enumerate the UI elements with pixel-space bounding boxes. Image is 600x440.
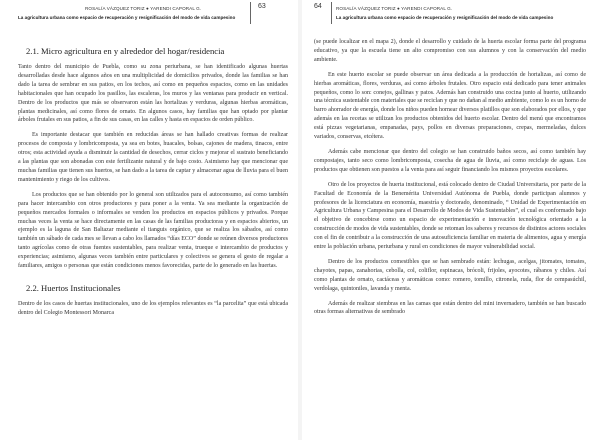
left-page <box>0 0 298 440</box>
page-number: 64 <box>314 3 322 10</box>
body-paragraph: Es importante destacar que también en reducidas áreas se han hallado creativas formas de realizar procesos de composta y lombricomposta, ya sea en botes, huacales, bolsas, cajones de madera, tinacos, entre otros; esta actividad ayuda a disminuir la cantidad de desechos, cerrar ciclos y mejorar el sustrato beneficiando a las plantas que son abonadas con este fertilizante natural y de bajo costo. Asimismo hay que mencionar que muchas familias que tienen sus huertos, se han dado a la tarea de captar y almacenar agua de lluvia para el buen mantenimiento y riego de los cultivos. <box>18 132 288 183</box>
page-header <box>314 0 586 38</box>
running-authors: ROSALÍA VÁZQUEZ TORIZ ● YARENDI CAPORAL G. <box>85 6 202 11</box>
page-header <box>18 0 288 38</box>
running-subtitle: La agricultura urbana como espacio de recuperación y resignificación del modo de vida campesino <box>18 15 236 20</box>
header-rule <box>331 2 332 24</box>
header-rule <box>250 2 251 24</box>
running-authors: ROSALÍA VÁZQUEZ TORIZ ● YARENDI CAPORAL G. <box>336 6 453 11</box>
body-paragraph: Tanto dentro del municipio de Puebla, como su zona periurbana, se han identificado algunas huertas desarrolladas desde hace algunos años en una multiplicidad de domicilios privados, donde las familias se han dado la tarea de sembrar en sus patios, en los techos, así como en pequeños espacios, como en las unidades habitacionales que han ocupado los pasillos, las escaleras, los muros y las ventanas para producir en vertical. Dentro de los productos que más se observaron están las hortalizas y verduras, algunas hierbas aromáticas, plantas medicinales, así como flores de ornato. En algunos casos, hay familias que han optado por plantar árboles frutales en sus patios, a fin de sus casas, en las calles y hasta en espacios de orden público. <box>18 64 288 124</box>
section-heading: 2.2. Huertos Institucionales <box>26 282 121 293</box>
body-paragraph: Los productos que se han obtenido por lo general son utilizados para el autoconsumo, así como también para hacer intercambio con otros productores y para poner a la venta. Ya sea mediante la organización de pequeños mercados formales o informales se venden los productos en espacios públicos y privados. Porque muchas veces la venta se hace directamente en las casas de las familias productoras y en espacios abiertos, un ejemplo es la laguna de San Baltazar mediante el tianguis orgánico, que se realiza los sábados, así como también un sábado de cada mes se llevan a cabo los llamados “días ECO” donde se reúnen diversos productores tanto agrícolas como de otras fuentes sustentables, para realizar venta, trueque e intercambio de productos y experiencias; asimismo, algunas veces también entre particulares y colectivos se genera el gesto de regalar a familiares, amigos o personas que están condiciones menos favorecidas, parte de lo generado en las huertas. <box>18 191 288 270</box>
body-paragraph: En este huerto escolar se puede observar un área dedicada a la producción de hortalizas, así como de hierbas aromáticas, flores, verduras, así como árboles frutales. Otro espacio está dedicado para tener animales pequeños, como lo son: conejos, gallinas y patos. Además han construido una cocina junto al huerto, utilizando una técnica sustentable con materiales que se reciclan y que no dañan al medio ambiente, como lo es un horno de barro ahorrador de energía, donde los niños pueden hornear diversos platillos que son elaborados por ellos, y que además en las recetas se utilizan los productos obtenidos del huerto escolar. Dentro del menú que encontramos está pizzas vegetarianas, empanadas, pays, pollos en diversas preparaciones, crepas, mermeladas, dulces variados, conservas, etcétera. <box>314 71 586 141</box>
page-number: 63 <box>258 3 266 10</box>
running-subtitle: La agricultura urbana como espacio de recuperación y resignificación del modo de vida campesino <box>336 15 554 20</box>
body-paragraph: Además de realizar siembras en las camas que están dentro del mini invernadero, también se han buscado otras formas alternativas de sembrado <box>314 300 586 316</box>
body-paragraph: Dentro de los casos de huertas institucionales, uno de los ejemplos relevantes es “la parcelita” que está ubicada dentro del Colegio Montessori Monarca <box>18 300 288 316</box>
body-paragraph: Dentro de los productos comestibles que se han sembrado están: lechugas, acelgas, jitomates, tomates, chayotes, papas, zanahorias, cebolla, col, coliflor, espinacas, brócoli, frijoles, ayocotes, rábanos y chiles. Así como plantas de ornato, cactáceas y aromáticas como: romero, tomillo, citronela, ruda, flor de cempasúchil, verdolaga, quintoniles, lavanda y menta. <box>314 258 586 292</box>
body-paragraph: Otro de los proyectos de huerta institucional, está colocado dentro de Ciudad Universitaria, por parte de la Facultad de Economía de la Benemérita Universidad Autónoma de Puebla, donde participan alumnos y profesores de la licenciatura en economía, maestría y doctorado, denominado, “ Unidad de Experimentación en Agricultura Urbana y Campesina para el Desarrollo de Modos de Vida Sustentables”, el cual es conformado bajo el objetivo de concebirse como un espacio de experimentación e innovación tecnológica orientado a la construcción de modos de vida sustentables, donde se retoman los saberes y recursos de distintos actores sociales con el fin de contribuir a la construcción de una autosuficiencia familiar en materia de alimentos, agua y energía entre la población urbana, periurbana y rural en condiciones de mayor vulnerabilidad social. <box>314 181 586 251</box>
section-heading: 2.1. Micro agricultura en y alrededor del hogar/residencia <box>26 46 225 56</box>
body-paragraph: (se puede localizar en el mapa 2), donde el desarrollo y cuidado de la huerta escolar forma parte del programa educativo, ya que la escuela tiene un alto compromiso con sus alumnos y con la conservación del medio ambiente. <box>314 39 586 63</box>
right-page <box>302 0 600 440</box>
body-paragraph: Además cabe mencionar que dentro del colegio se han construido baños secos, así como también hay compostajes, tanto seco como lombricomposta, cosecha de agua de lluvia, así como reciclaje de aguas. Los productos que obtienen son puestos a la venta para así seguir financiando los mismos proyectos escolares. <box>314 148 586 173</box>
